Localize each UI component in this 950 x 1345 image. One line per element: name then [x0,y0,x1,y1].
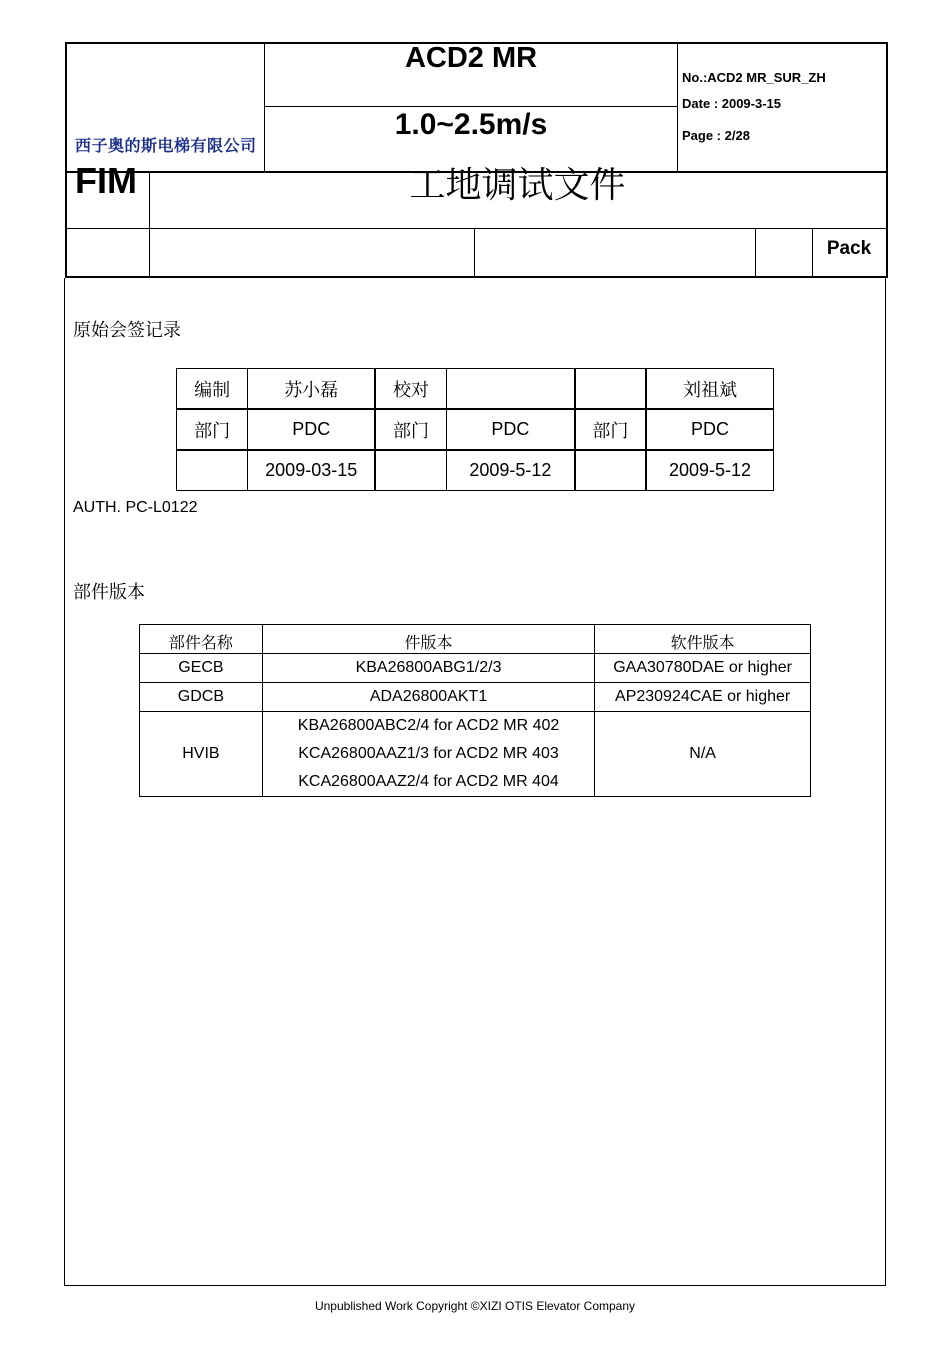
hardware-version-list [262,712,594,797]
hardware-version: KCA26800AAZ2/4 for ACD2 MR 404 [298,773,559,790]
doc-date: Date : 2009-3-15 [682,96,781,111]
table-cell: 部门 [177,409,248,450]
speed-range: 1.0~2.5m/s [394,108,548,141]
doc-number: No.:ACD2 MR_SUR_ZH [682,70,826,85]
part-name: GECB [140,654,263,683]
company-name: 西子奥的斯电梯有限公司 [75,138,257,155]
table-row [140,683,811,712]
part-name: HVIB [140,712,263,797]
column-header: 软件版本 [595,625,811,654]
versions-table [139,624,811,797]
pack-label: Pack [826,238,872,259]
part-name: GDCB [140,683,263,712]
table-cell: 编制 [177,369,248,410]
table-cell: 刘祖斌 [646,369,773,410]
page-number: Page : 2/28 [682,128,750,143]
table-cell: PDC [248,409,375,450]
hardware-version: KBA26800ABG1/2/3 [262,654,594,683]
software-version: AP230924CAE or higher [595,683,811,712]
signoff-table [176,368,774,491]
hardware-version: KCA26800AAZ1/3 for ACD2 MR 403 [298,745,559,762]
software-version: GAA30780DAE or higher [595,654,811,683]
column-header: 件版本 [262,625,594,654]
table-cell: 校对 [375,369,446,410]
column-header: 部件名称 [140,625,263,654]
table-cell: 部门 [375,409,446,450]
table-cell: 2009-03-15 [248,450,375,491]
table-cell [575,369,646,410]
signoff-section-title: 原始会签记录 [73,320,181,340]
table-row [140,712,811,797]
table-cell [446,369,574,410]
table-cell: 2009-5-12 [446,450,574,491]
table-cell [575,450,646,491]
table-row [177,369,774,410]
table-cell: 2009-5-12 [646,450,773,491]
table-header-row [140,625,811,654]
product-name: ACD2 MR [404,42,538,74]
table-cell [177,450,248,491]
document-title: 工地调试文件 [409,165,626,206]
table-cell: 苏小磊 [248,369,375,410]
fim-logo: FIM [75,160,137,201]
hardware-version: KBA26800ABC2/4 for ACD2 MR 402 [297,717,560,734]
table-cell [375,450,446,491]
table-row [140,654,811,683]
table-row [177,450,774,491]
hardware-version: ADA26800AKT1 [262,683,594,712]
table-row [177,409,774,450]
software-version: N/A [595,712,811,797]
table-cell: 部门 [575,409,646,450]
table-cell: PDC [446,409,574,450]
table-cell: PDC [646,409,773,450]
auth-code: AUTH. PC-L0122 [73,499,198,516]
footer-copyright: Unpublished Work Copyright ©XIZI OTIS Elevator Company [314,1299,636,1313]
versions-section-title: 部件版本 [73,582,145,602]
